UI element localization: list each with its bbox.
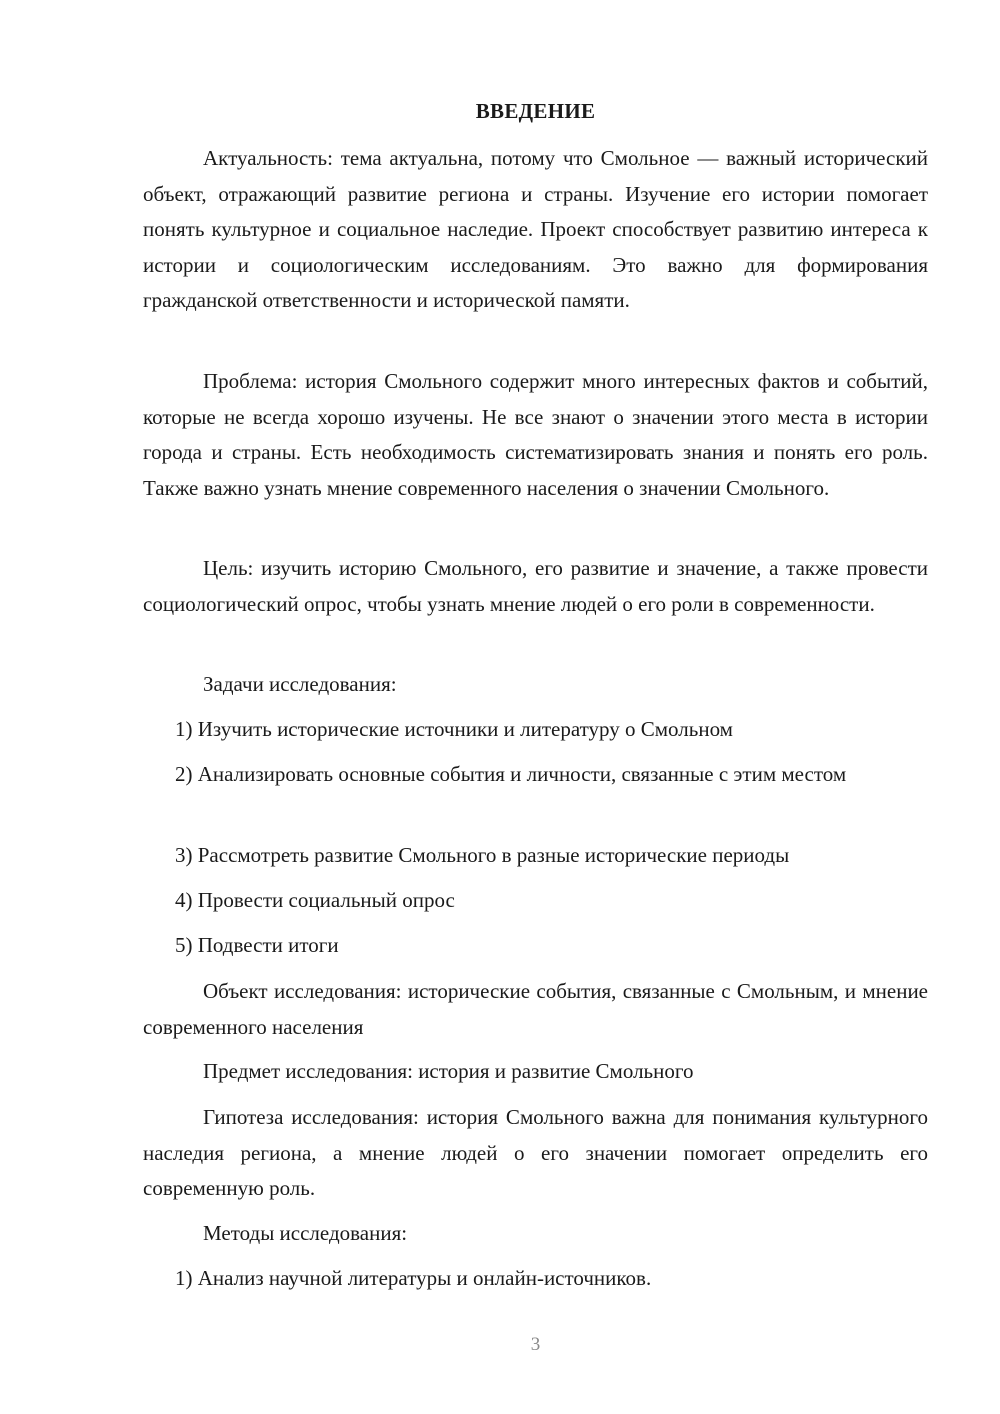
section-title: ВВЕДЕНИЕ (475, 99, 596, 123)
paragraph-methods-heading: Методы исследования: (203, 1221, 408, 1245)
list-item-method-1: 1) Анализ научной литературы и онлайн-источников. (175, 1266, 652, 1290)
list-item-task-2: 2) Анализировать основные события и личности, связанные с этим местом (175, 762, 847, 786)
page-number: 3 (530, 1334, 541, 1355)
list-item-task-4: 4) Провести социальный опрос (175, 888, 455, 912)
list-item-task-1: 1) Изучить исторические источники и литературу о Смольном (175, 717, 733, 741)
paragraph-object: Объект исследования: исторические события, связанные с Смольным, и мнение современного населения (143, 979, 928, 1039)
paragraph-hypothesis: Гипотеза исследования: история Смольного важна для понимания культурного наследия региона, а мнение людей о его значении помогает определить его современную роль. (143, 1105, 928, 1200)
list-item-task-5: 5) Подвести итоги (175, 933, 339, 957)
paragraph-tasks-heading: Задачи исследования: (203, 672, 397, 696)
paragraph-relevance: Актуальность: тема актуальна, потому что Смольное — важный исторический объект, отражающий развитие региона и страны. Изучение его истории помогает понять культурное и социальное наследие. Проект способствует развитию интереса к истории и социологическим исследованиям. Это важно для формирования гражданской ответственности и исторической памяти. (143, 146, 928, 312)
paragraph-problem: Проблема: история Смольного содержит много интересных фактов и событий, которые не всегда хорошо изучены. Не все знают о значении этого места в истории города и страны. Есть необходимость систематизировать знания и понять его роль. Также важно узнать мнение современного населения о значении Смольного. (143, 369, 928, 500)
paragraph-subject: Предмет исследования: история и развитие Смольного (203, 1059, 694, 1083)
list-item-task-3: 3) Рассмотреть развитие Смольного в разные исторические периоды (175, 843, 790, 867)
paragraph-goal: Цель: изучить историю Смольного, его развитие и значение, а также провести социологический опрос, чтобы узнать мнение людей о его роли в современности. (143, 556, 928, 616)
document-page (143, 0, 928, 1414)
